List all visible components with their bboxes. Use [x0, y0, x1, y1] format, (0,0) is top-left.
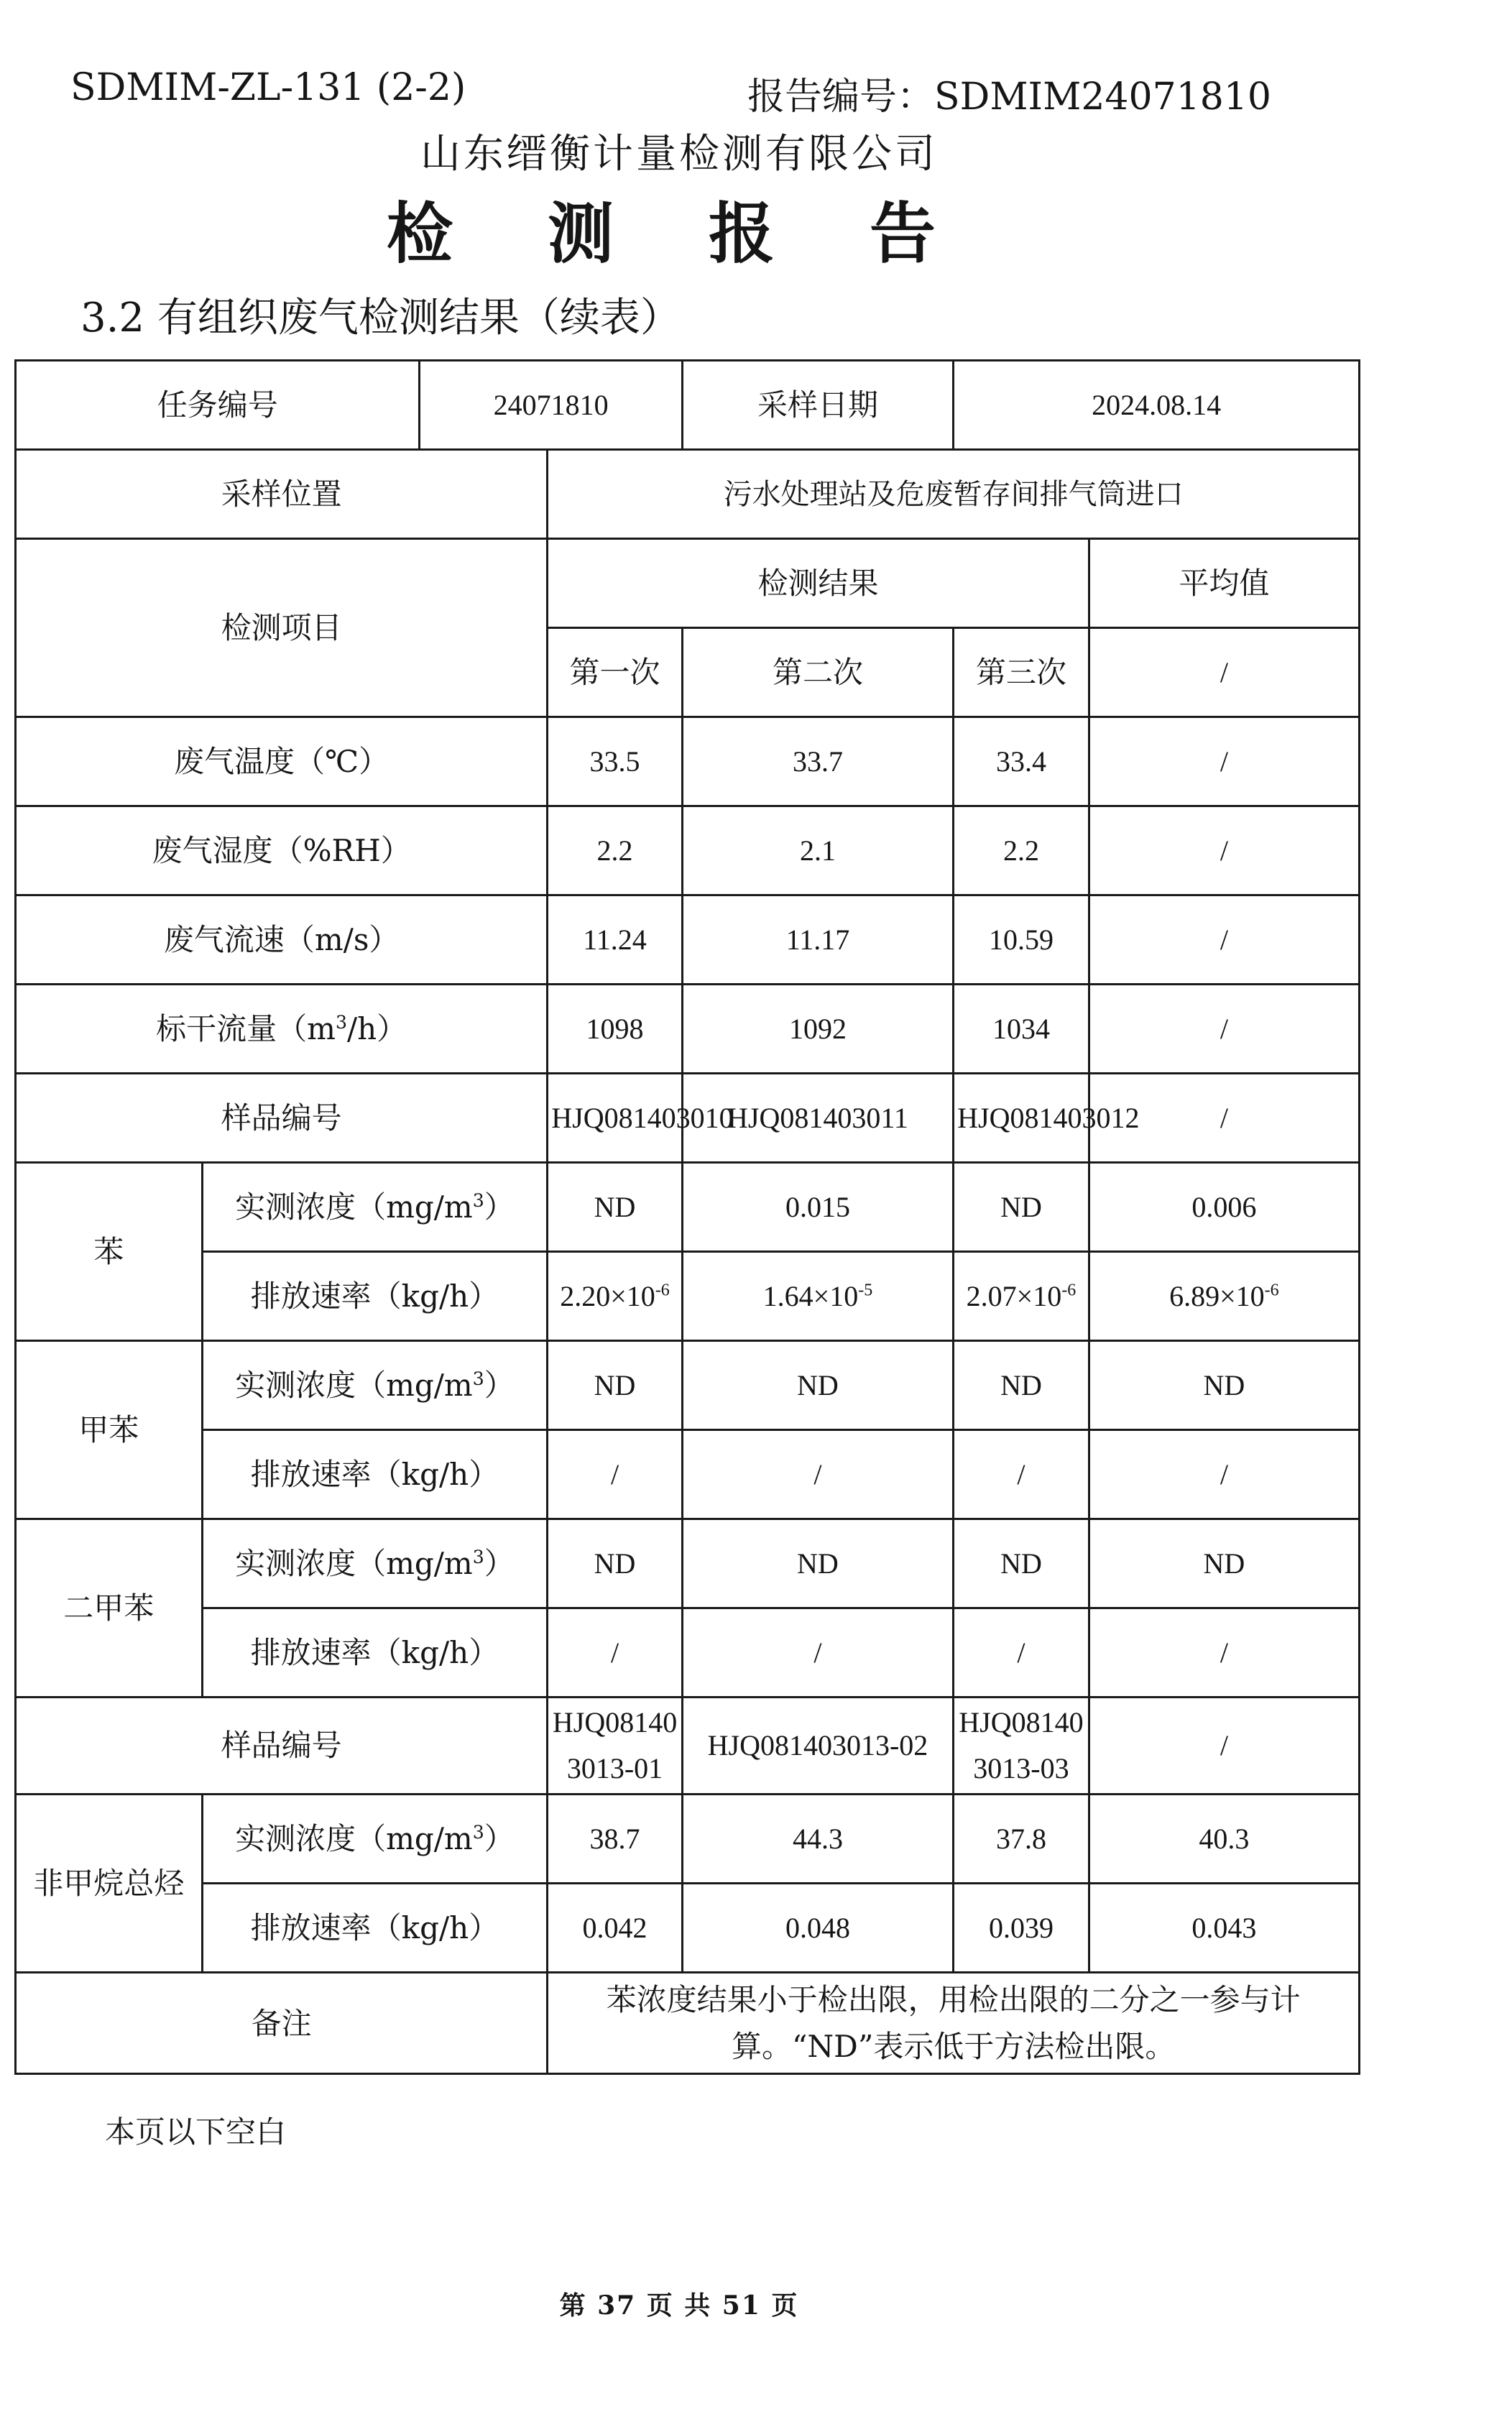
sample-no-value: HJQ081403012 — [954, 1074, 1089, 1163]
sample-no-value: HJQ081403013-01 — [548, 1698, 682, 1795]
rate-avg: / — [1089, 1608, 1359, 1698]
conc-label: 实测浓度$(mg/m^3)$ — [202, 1163, 548, 1252]
param-value: 33.4 — [954, 717, 1089, 806]
table-row — [16, 450, 1360, 539]
remark-label: 备注 — [16, 1973, 548, 2074]
table-row — [16, 1252, 1360, 1341]
rate-label: 排放速率（kg/h） — [202, 1884, 548, 1973]
table-row — [16, 1430, 1360, 1519]
location-label: 采样位置 — [16, 450, 548, 539]
param-avg: / — [1089, 717, 1359, 806]
table-row — [16, 717, 1360, 806]
param-value: 33.7 — [682, 717, 953, 806]
run1-header: 第一次 — [548, 628, 682, 717]
table-row — [16, 1163, 1360, 1252]
param-value: 1092 — [682, 985, 953, 1074]
param-value: 10.59 — [954, 895, 1089, 985]
pollutant-benzene: 苯 — [16, 1163, 203, 1341]
conc-value: ND — [548, 1341, 682, 1430]
rate-avg: $6.89\times 10^{-6}$ — [1089, 1252, 1359, 1341]
sample-no-value: HJQ081403013-02 — [682, 1698, 953, 1795]
param-value: 2.1 — [682, 806, 953, 895]
task-no-label: 任务编号 — [16, 361, 420, 450]
table-row — [16, 1608, 1360, 1698]
table-row — [16, 1341, 1360, 1430]
location-value: 污水处理站及危废暂存间排气筒进口 — [548, 450, 1360, 539]
conc-value: 38.7 — [548, 1795, 682, 1884]
param-label: 废气湿度（%RH） — [16, 806, 548, 895]
conc-avg: ND — [1089, 1341, 1359, 1430]
rate-value: / — [682, 1430, 953, 1519]
table-row — [16, 1519, 1360, 1608]
conc-label: 实测浓度$(mg/m^3)$ — [202, 1519, 548, 1608]
conc-value: ND — [954, 1341, 1089, 1430]
item-header: 检测项目 — [16, 539, 548, 717]
rate-value: $1.64\times 10^{-5}$ — [682, 1252, 953, 1341]
pollutant-xylene: 二甲苯 — [16, 1519, 203, 1698]
rate-avg: / — [1089, 1430, 1359, 1519]
param-value: 1098 — [548, 985, 682, 1074]
rate-avg: 0.043 — [1089, 1884, 1359, 1973]
conc-avg: ND — [1089, 1519, 1359, 1608]
param-value: 2.2 — [548, 806, 682, 895]
conc-value: ND — [548, 1519, 682, 1608]
conc-value: 37.8 — [954, 1795, 1089, 1884]
rate-value: $2.07\times 10^{-6}$ — [954, 1252, 1089, 1341]
rate-value: 0.039 — [954, 1884, 1089, 1973]
sample-no-avg: / — [1089, 1074, 1359, 1163]
pollutant-toluene: 甲苯 — [16, 1341, 203, 1519]
conc-value: 44.3 — [682, 1795, 953, 1884]
blank-page-note: 本页以下空白 — [105, 2114, 287, 2150]
rate-label: 排放速率（kg/h） — [202, 1430, 548, 1519]
conc-label: 实测浓度$(mg/m^3)$ — [202, 1795, 548, 1884]
param-avg: / — [1089, 985, 1359, 1074]
rate-value: $2.20\times 10^{-6}$ — [548, 1252, 682, 1341]
run3-header: 第三次 — [954, 628, 1089, 717]
param-value: 11.24 — [548, 895, 682, 985]
sample-no-label: 样品编号 — [16, 1074, 548, 1163]
page-number: 第 37 页 共 51 页 — [559, 2290, 799, 2321]
conc-label: 实测浓度$(mg/m^3)$ — [202, 1341, 548, 1430]
table-row — [16, 1074, 1360, 1163]
organization-name: 山东缙衡计量检测有限公司 — [420, 131, 938, 178]
rate-label: 排放速率（kg/h） — [202, 1608, 548, 1698]
rate-value: 0.042 — [548, 1884, 682, 1973]
rate-value: / — [548, 1608, 682, 1698]
sample-no-value: HJQ081403010 — [548, 1074, 682, 1163]
result-header: 检测结果 — [548, 539, 1089, 628]
table-row — [16, 895, 1360, 985]
conc-avg: 40.3 — [1089, 1795, 1359, 1884]
sample-no-value: HJQ081403013-03 — [954, 1698, 1089, 1795]
conc-value: ND — [954, 1519, 1089, 1608]
rate-value: 0.048 — [682, 1884, 953, 1973]
conc-value: ND — [954, 1163, 1089, 1252]
param-value: 33.5 — [548, 717, 682, 806]
table-row — [16, 1795, 1360, 1884]
param-label: 废气流速（m/s） — [16, 895, 548, 985]
report-number: 报告编号：SDMIM24071810 — [747, 75, 1272, 119]
pollutant-nmhc: 非甲烷总烃 — [16, 1795, 203, 1973]
table-row — [16, 1698, 1360, 1795]
document-code: SDMIM-ZL-131 (2-2) — [70, 66, 466, 109]
sample-no-value: HJQ081403011 — [682, 1074, 953, 1163]
sample-date-value: 2024.08.14 — [954, 361, 1360, 450]
conc-value: ND — [682, 1341, 953, 1430]
conc-value: ND — [548, 1163, 682, 1252]
conc-avg: 0.006 — [1089, 1163, 1359, 1252]
table-row — [16, 361, 1360, 450]
param-label: 废气温度（℃） — [16, 717, 548, 806]
rate-value: / — [682, 1608, 953, 1698]
conc-value: ND — [682, 1519, 953, 1608]
param-avg: / — [1089, 806, 1359, 895]
section-heading: 3.2 有组织废气检测结果（续表） — [80, 295, 681, 341]
param-value: 1034 — [954, 985, 1089, 1074]
param-label: 标干流量$(m^3/h)$ — [16, 985, 548, 1074]
param-value: 11.17 — [682, 895, 953, 985]
conc-value: 0.015 — [682, 1163, 953, 1252]
rate-label: 排放速率（kg/h） — [202, 1252, 548, 1341]
param-avg: / — [1089, 895, 1359, 985]
table-row — [16, 1973, 1360, 2074]
task-no-value: 24071810 — [420, 361, 682, 450]
table-row — [16, 1884, 1360, 1973]
avg-sub-header: / — [1089, 628, 1359, 717]
rate-value: / — [548, 1430, 682, 1519]
run2-header: 第二次 — [682, 628, 953, 717]
param-value: 2.2 — [954, 806, 1089, 895]
avg-header: 平均值 — [1089, 539, 1359, 628]
rate-value: / — [954, 1430, 1089, 1519]
rate-value: / — [954, 1608, 1089, 1698]
sample-no-avg: / — [1089, 1698, 1359, 1795]
report-title: 检 测 报 告 — [386, 195, 972, 272]
table-row — [16, 985, 1360, 1074]
results-table — [14, 359, 1360, 2075]
sample-date-label: 采样日期 — [682, 361, 953, 450]
remark-text: 苯浓度结果小于检出限，用检出限的二分之一参与计算。“ND”表示低于方法检出限。 — [548, 1973, 1360, 2074]
table-row — [16, 539, 1360, 628]
table-row — [16, 806, 1360, 895]
sample-no-label: 样品编号 — [16, 1698, 548, 1795]
